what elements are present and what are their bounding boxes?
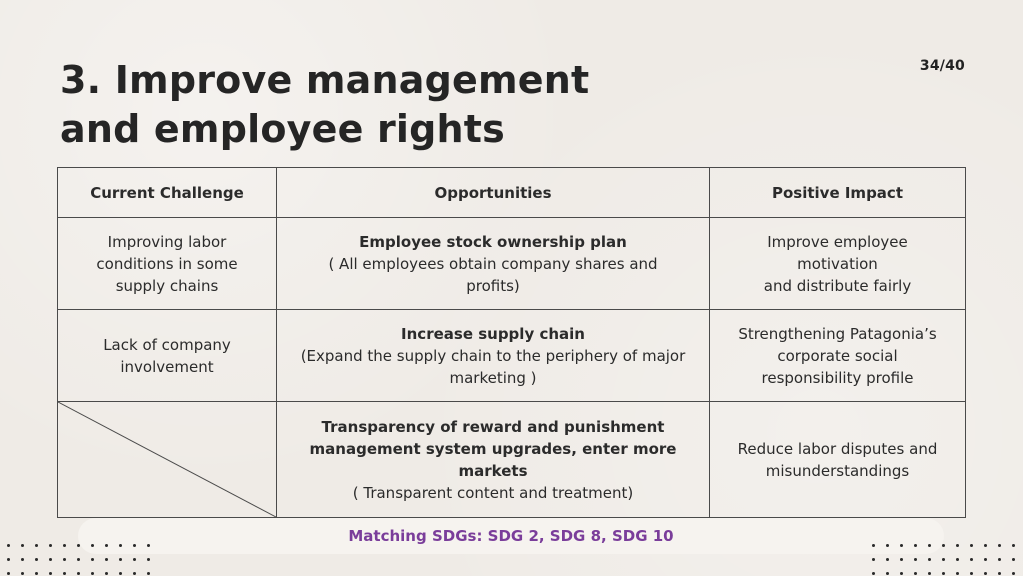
dot	[119, 572, 122, 575]
dot	[21, 572, 24, 575]
dot	[91, 544, 94, 547]
slide-title: 3. Improve management and employee rights	[60, 58, 590, 151]
dot	[970, 544, 973, 547]
dot	[105, 572, 108, 575]
opportunity-title: Increase supply chain	[401, 324, 585, 343]
dot	[872, 572, 875, 575]
dot	[77, 544, 80, 547]
dot	[1012, 544, 1015, 547]
dot	[7, 572, 10, 575]
dot	[998, 572, 1001, 575]
dot	[900, 558, 903, 561]
dot	[886, 544, 889, 547]
opportunity-text: ( Transparent content and treatment)	[352, 483, 634, 502]
dot	[119, 544, 122, 547]
dot	[984, 544, 987, 547]
sdg-text: Matching SDGs: SDG 2, SDG 8, SDG 10	[348, 527, 674, 545]
opportunity-cell	[277, 402, 710, 518]
opportunity-title: Transparency of reward and punishment management system upgrades, enter more markets	[309, 417, 677, 480]
dot	[984, 572, 987, 575]
dot	[35, 544, 38, 547]
dot	[91, 572, 94, 575]
table-row	[58, 402, 966, 518]
dot	[956, 572, 959, 575]
dot	[886, 558, 889, 561]
dot	[914, 544, 917, 547]
dot	[942, 544, 945, 547]
dot	[872, 558, 875, 561]
impact-cell: Reduce labor disputes and misunderstandings	[710, 402, 966, 518]
dot	[133, 558, 136, 561]
dot	[928, 572, 931, 575]
dot	[872, 544, 875, 547]
dot	[119, 558, 122, 561]
dot	[63, 558, 66, 561]
dot	[63, 544, 66, 547]
dot	[1012, 558, 1015, 561]
header-opportunities: Opportunities	[277, 168, 710, 218]
impact-cell: Improve employee motivation and distribute fairly	[710, 218, 966, 310]
dot	[900, 544, 903, 547]
dot	[956, 558, 959, 561]
dot	[77, 572, 80, 575]
page-number: 34/40	[919, 58, 965, 74]
dot	[928, 544, 931, 547]
diagonal-line-icon	[58, 402, 276, 517]
dot	[35, 558, 38, 561]
dot	[133, 572, 136, 575]
dot	[886, 572, 889, 575]
header-positive-impact: Positive Impact	[710, 168, 966, 218]
dot-grid-icon	[869, 541, 1019, 576]
table-header-row	[58, 168, 966, 218]
dot	[7, 544, 10, 547]
opportunity-cell	[277, 310, 710, 402]
dot-grid-icon	[4, 541, 154, 576]
dot	[928, 558, 931, 561]
dot	[49, 558, 52, 561]
dot	[49, 544, 52, 547]
dot	[914, 558, 917, 561]
dot	[35, 572, 38, 575]
dot	[984, 558, 987, 561]
opportunity-text: ( All employees obtain company shares and profits)	[328, 254, 658, 295]
impact-cell: Strengthening Patagonia’s corporate social responsibility profile	[710, 310, 966, 402]
table-row	[58, 218, 966, 310]
dot	[91, 558, 94, 561]
dot	[21, 544, 24, 547]
dot	[970, 572, 973, 575]
dot	[998, 544, 1001, 547]
empty-diagonal-cell	[58, 402, 277, 518]
comparison-table	[57, 167, 966, 518]
table-row	[58, 310, 966, 402]
dot	[998, 558, 1001, 561]
dot	[63, 572, 66, 575]
dot	[105, 558, 108, 561]
dot	[900, 572, 903, 575]
challenge-cell: Lack of company involvement	[58, 310, 277, 402]
sdg-banner	[78, 518, 944, 554]
dot	[1012, 572, 1015, 575]
dot	[942, 572, 945, 575]
dot	[914, 572, 917, 575]
dot	[147, 544, 150, 547]
challenge-cell: Improving labor conditions in some supply chains	[58, 218, 277, 310]
dot	[77, 558, 80, 561]
dot	[21, 558, 24, 561]
dot	[7, 558, 10, 561]
dot	[147, 572, 150, 575]
header-current-challenge: Current Challenge	[58, 168, 277, 218]
dot	[147, 558, 150, 561]
dot	[49, 572, 52, 575]
dot	[970, 558, 973, 561]
dot	[105, 544, 108, 547]
dot	[133, 544, 136, 547]
opportunity-text: (Expand the supply chain to the periphery of major marketing )	[300, 346, 686, 387]
opportunity-cell	[277, 218, 710, 310]
dot	[956, 544, 959, 547]
dot	[942, 558, 945, 561]
opportunity-title: Employee stock ownership plan	[359, 232, 627, 251]
